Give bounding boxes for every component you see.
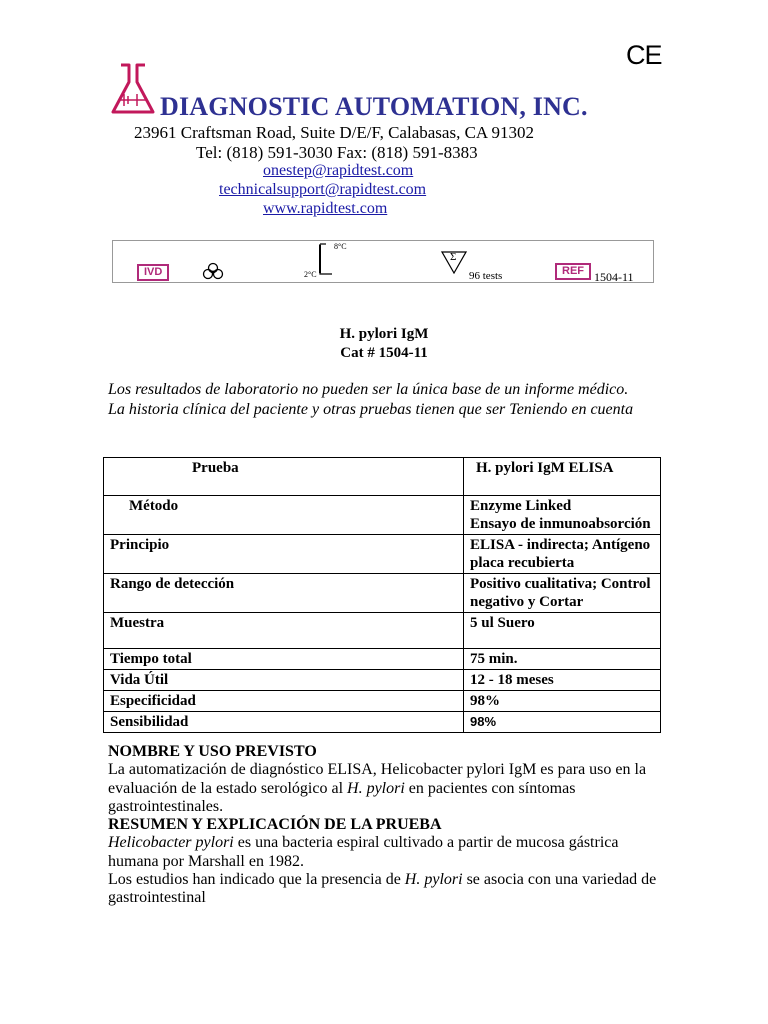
table-row [104,613,661,649]
table-cell-label: Tiempo total [104,649,464,670]
table-row [104,496,661,535]
paragraph-summary [108,834,668,871]
table-cell-label: Sensibilidad [104,712,464,733]
table-cell-label: Especificidad [104,691,464,712]
table-cell-value: 98% [464,691,661,712]
document-body [108,743,668,908]
table-cell-value: 5 ul Suero [464,613,661,649]
table-row [104,712,661,733]
table-row [104,458,661,496]
temp-low-label: 2°C [304,270,317,279]
sigma-label: Σ [450,251,457,263]
website-link[interactable]: www.rapidtest.com [263,200,388,217]
table-cell-value: H. pylori IgM ELISA [464,458,661,496]
table-cell-label: Prueba [104,458,464,496]
disclaimer-text: Los resultados de laboratorio no pueden ser la única base de un informe médico. La historia clínica del paciente y otras pruebas tienen que ser Teniendo en cuenta [108,381,634,418]
spec-table [103,457,661,733]
email-link-support[interactable]: technicalsupport@rapidtest.com [219,181,427,198]
company-name: DIAGNOSTIC AUTOMATION, INC. [160,92,588,121]
ce-mark: CE [626,40,662,70]
paragraph-studies [108,871,668,908]
table-row [104,535,661,574]
table-cell-label: Método [104,496,464,535]
catalog-number: Cat # 1504-11 [340,345,428,361]
text-run-italic: H. pylori [404,871,463,889]
table-row [104,670,661,691]
ivd-symbol: IVD [137,264,169,281]
table-row [104,691,661,712]
table-cell-label: Muestra [104,613,464,649]
temperature-limit-icon [316,242,334,278]
ref-code: 1504-11 [594,270,634,284]
section-heading-intended-use: NOMBRE Y USO PREVISTO [108,743,317,760]
biohazard-icon [202,262,224,280]
table-cell-value: 12 - 18 meses [464,670,661,691]
temp-high-label: 8°C [334,242,347,251]
table-cell-label: Principio [104,535,464,574]
ref-symbol: REF [555,263,591,280]
text-run: se asocia con una variedad de gastrointestinal [108,871,657,907]
table-cell-value [464,496,661,535]
text-run: La automatización de diagnóstico ELISA, Helicobacter pylori IgM es para uso en la evaluación de la estado serológico al [108,761,647,797]
table-cell-value: 75 min. [464,649,661,670]
text-run-italic: Helicobacter pylori [108,834,234,852]
company-address: 23961 Craftsman Road, Suite D/E/F, Calabasas, CA 91302 [134,123,534,142]
text-run: en pacientes con síntomas gastrointestinales. [108,779,576,815]
table-cell-label: Vida Útil [104,670,464,691]
text-run: Los estudios han indicado que la presencia de [108,871,405,889]
product-title: H. pylori IgM [339,326,429,342]
table-cell-label: Rango de detección [104,574,464,613]
table-cell-value: ELISA - indirecta; Antígeno placa recubierta [464,535,661,574]
email-link-onestep[interactable]: onestep@rapidtest.com [263,162,414,179]
text-run-italic: H. pylori [347,779,405,797]
table-row [104,649,661,670]
table-row [104,574,661,613]
section-heading-summary: RESUMEN Y EXPLICACIÓN DE LA PRUEBA [108,816,442,834]
table-cell-value: 98% [464,712,661,733]
company-phone: Tel: (818) 591-3030 Fax: (818) 591-8383 [196,143,478,162]
method-line-2: Ensayo de inmunoabsorción [470,516,651,532]
text-run: es una bacteria espiral cultivado a partir de mucosa gástrica humana por Marshall en 1982. [108,834,619,870]
method-line-1: Enzyme Linked [470,498,572,514]
flask-logo-icon [107,62,159,116]
paragraph-intended-use [108,761,668,816]
tests-count: 96 tests [469,270,503,282]
table-cell-value: Positivo cualitativa; Control negativo y Cortar [464,574,661,613]
